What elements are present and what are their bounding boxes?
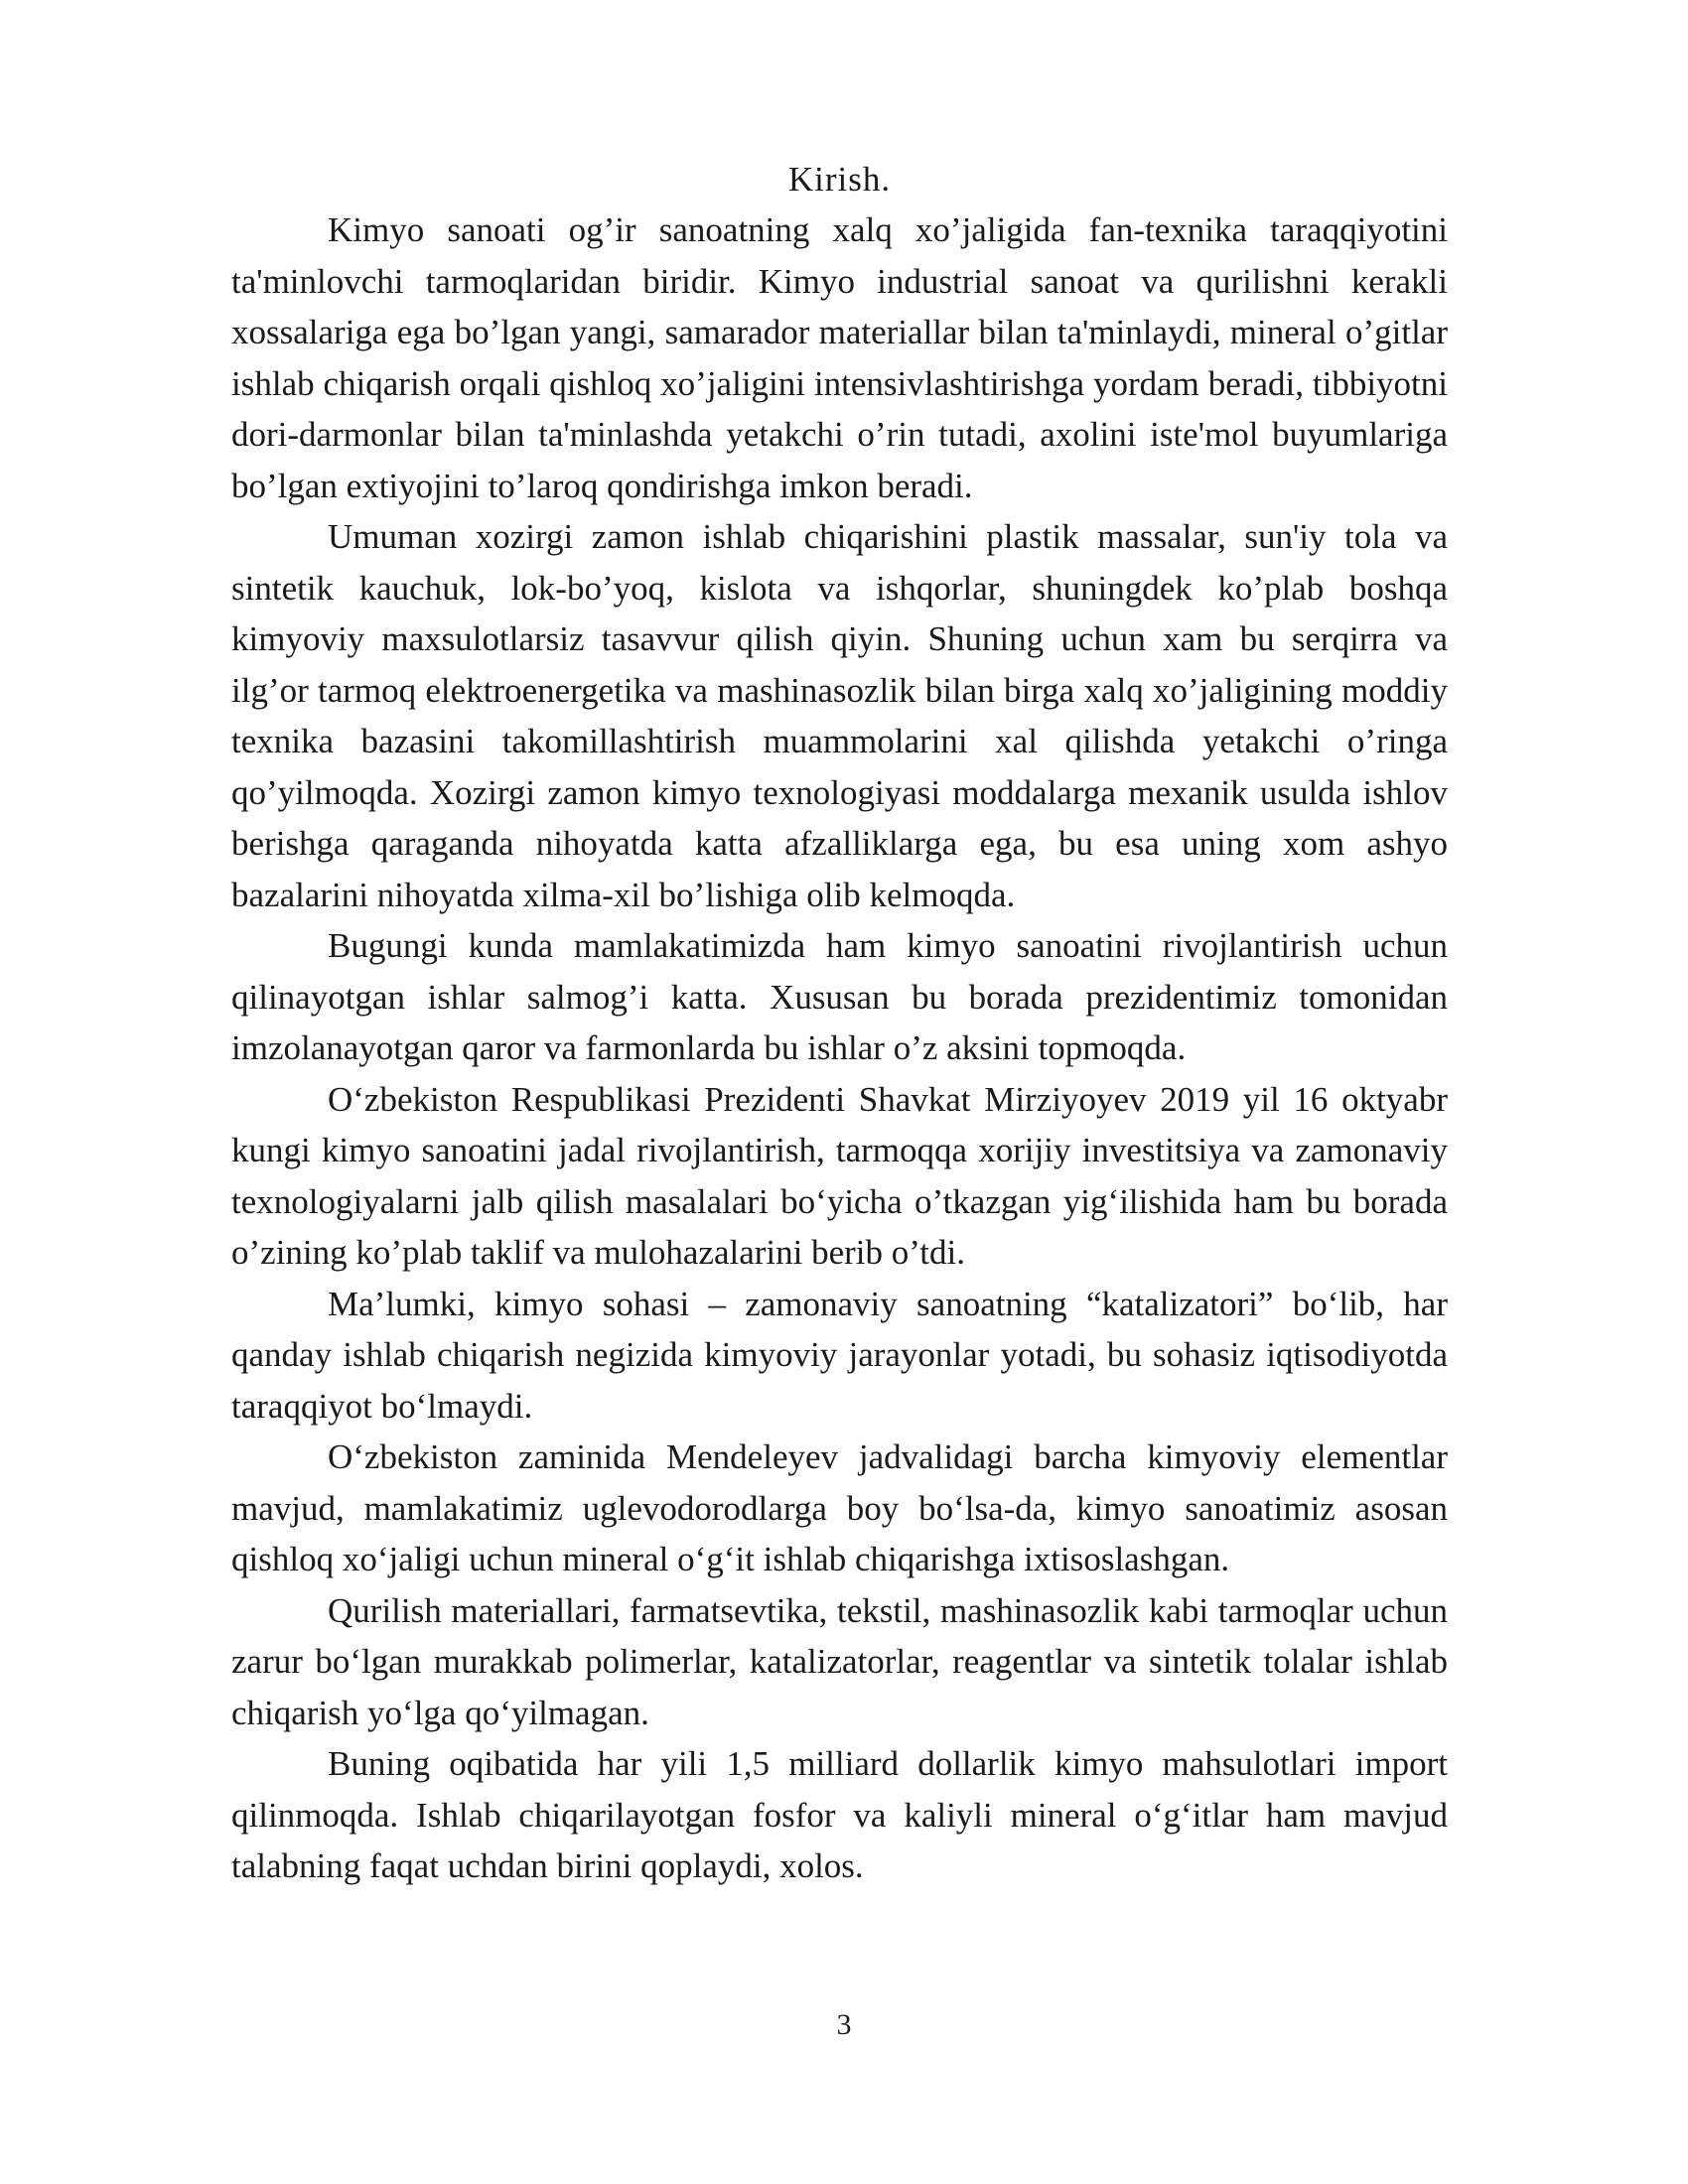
section-title: Kirish. bbox=[787, 160, 892, 199]
paragraph-4: O‘zbekiston Respublikasi Prezidenti Shavkat Mirziyoyev 2019 yil 16 oktyabr kungi kimyo sanoatini jadal rivojlantirish, tarmoqqa xorijiy investitsiya va zamonaviy texnologiyalarni jalb qilish masalalari bo‘yicha o’tkazgan yig‘ilishida ham bu borada o’zining ko’plab taklif va mulohazalarini berib o’tdi. bbox=[231, 1079, 1448, 1272]
paragraph-6: O‘zbekiston zaminida Mendeleyev jadvalidagi barcha kimyoviy elementlar mavjud, mamlakatimiz uglevodorodlarga boy bo‘lsa-da, kimyo sanoatimiz asosan qishloq xo‘jaligi uchun mineral o‘g‘it ishlab chiqarishga ixtisoslashgan. bbox=[231, 1437, 1448, 1578]
document-body bbox=[231, 154, 1448, 1892]
paragraph-2: Umuman xozirgi zamon ishlab chiqarishini plastik massalar, sun'iy tola va sintetik kauchuk, lok-bo’yoq, kislota va ishqorlar, shuningdek ko’plab boshqa kimyoviy maxsulotlarsiz tasavvur qilish qiyin. Shuning uchun xam bu serqirra va ilg’or tarmoq elektroenergetika va mashinasozlik bilan birga xalq xo’jaligining moddiy texnika bazasini takomillashtirish muammolarini xal qilishda yetakchi o’ringa qo’yilmoqda. Xozirgi zamon kimyo texnologiyasi moddalarga mexanik usulda ishlov berishga qaraganda nihoyatda katta afzalliklarga ega, bu esa uning xom ashyo bazalarini nihoyatda xilma-xil bo’lishiga olib kelmoqda. bbox=[231, 517, 1448, 914]
paragraph-3: Bugungi kunda mamlakatimizda ham kimyo sanoatini rivojlantirish uchun qilinayotgan ishlar salmog’i katta. Xususan bu borada prezidentimiz tomonidan imzolanayotgan qaror va farmonlarda bu ishlar o’z aksini topmoqda. bbox=[231, 926, 1448, 1067]
paragraph-7: Qurilish materiallari, farmatsevtika, tekstil, mashinasozlik kabi tarmoqlar uchun zarur bo‘lgan murakkab polimerlar, katalizatorlar, reagentlar va sintetik tolalar ishlab chiqarish yo‘lga qo‘yilmagan. bbox=[231, 1590, 1448, 1732]
paragraph-8: Buning oqibatida har yili 1,5 milliard dollarlik kimyo mahsulotlari import qilinmoqda. Ishlab chiqarilayotgan fosfor va kaliyli mineral o‘g‘itlar ham mavjud talabning faqat uchdan birini qoplaydi, xolos. bbox=[231, 1744, 1448, 1885]
paragraph-1: Kimyo sanoati og’ir sanoatning xalq xo’jaligida fan-texnika taraqqiyotini ta'minlovchi tarmoqlaridan biridir. Kimyo industrial sanoat va qurilishni kerakli xossalariga ega bo’lgan yangi, samarador materiallar bilan ta'minlaydi, mineral o’gitlar ishlab chiqarish orqali qishloq xo’jaligini intensivlashtirishga yordam beradi, tibbiyotni dori-darmonlar bilan ta'minlashda yetakchi o’rin tutadi, axolini iste'mol buyumlariga bo’lgan extiyojini to’laroq qondirishga imkon beradi. bbox=[231, 210, 1448, 505]
paragraph-5: Ma’lumki, kimyo sohasi – zamonaviy sanoatning “katalizatori” bo‘lib, har qanday ishlab chiqarish negizida kimyoviy jarayonlar yotadi, bu sohasiz iqtisodiyotda taraqqiyot bo‘lmaydi. bbox=[231, 1284, 1448, 1426]
page-number: 3 bbox=[836, 2008, 852, 2041]
